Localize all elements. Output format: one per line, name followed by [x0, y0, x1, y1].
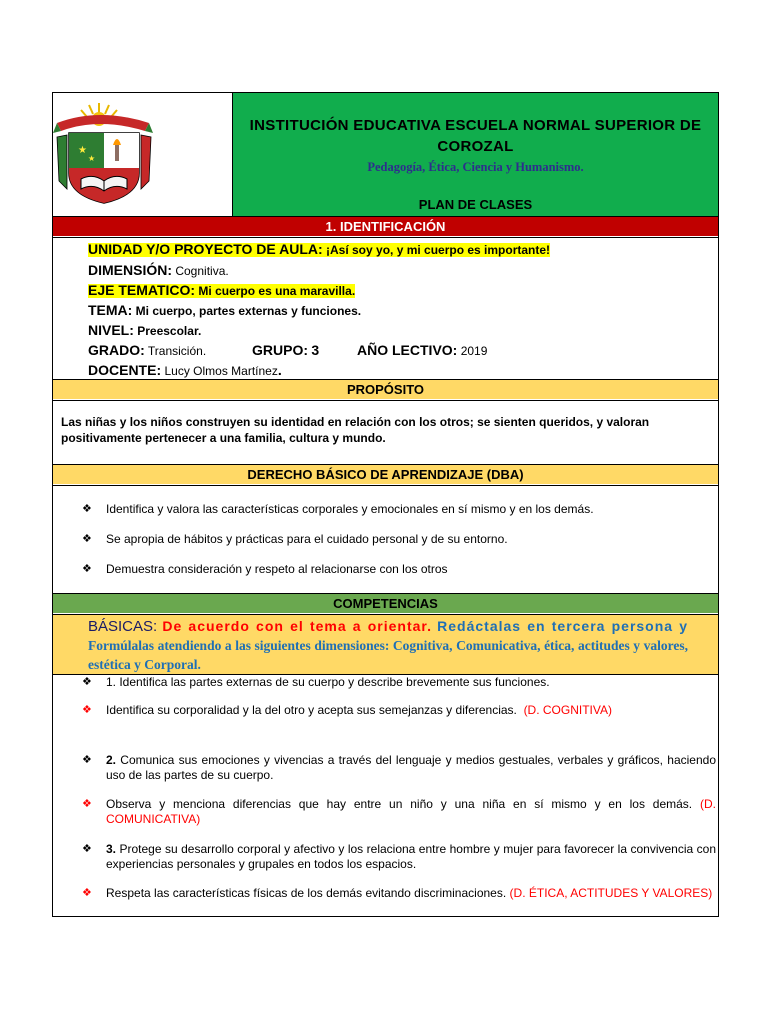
dimension-line	[88, 262, 229, 278]
proposito-section	[53, 400, 718, 464]
eje-label: EJE TEMATICO:	[88, 282, 196, 298]
lesson-plan-document	[52, 92, 719, 917]
ano-line	[357, 342, 487, 358]
dba-band: DERECHO BÁSICO DE APRENDIZAJE (DBA)	[53, 464, 718, 484]
docente-value: Lucy Olmos Martínez	[164, 364, 278, 378]
tema-value: Mi cuerpo, partes externas y funciones.	[135, 304, 362, 318]
competencias-instructions	[53, 614, 718, 674]
grado-value: Transición.	[147, 344, 207, 358]
instruction-blue: Redáctalas en tercera persona y	[437, 618, 689, 634]
grupo-line	[252, 342, 319, 358]
tema-line	[88, 302, 361, 318]
unidad-label: UNIDAD Y/O PROYECTO DE AULA:	[88, 241, 323, 257]
grupo-value: 3	[311, 342, 320, 358]
eje-line	[88, 282, 355, 298]
school-crest-icon	[53, 93, 233, 216]
identification-section	[53, 237, 718, 379]
nivel-label: NIVEL:	[88, 322, 134, 338]
ano-label: AÑO LECTIVO:	[357, 342, 458, 358]
ano-value: 2019	[460, 344, 488, 358]
competencias-band: COMPETENCIAS	[53, 593, 718, 613]
grado-label: GRADO:	[88, 342, 145, 358]
grupo-label: GRUPO:	[252, 342, 308, 358]
docente-line: DOCENTE: Lucy Olmos Martínez.	[88, 362, 282, 378]
nivel-value: Preescolar.	[137, 324, 202, 338]
grado-line	[88, 342, 206, 358]
proposito-band: PROPÓSITO	[53, 379, 718, 399]
header-title-block	[233, 93, 718, 216]
proposito-text: Las niñas y los niños construyen su identidad en relación con los otros; se sienten queridos, y valoran positivamente pertenecer a una familia, cultura y mundo.	[61, 415, 650, 445]
document-header	[53, 93, 718, 216]
dimension-label: DIMENSIÓN:	[88, 262, 172, 278]
instruction-red: De acuerdo con el tema a orientar.	[162, 618, 432, 634]
institution-name: INSTITUCIÓN EDUCATIVA ESCUELA NORMAL SUPERIOR DE COROZAL	[249, 117, 702, 155]
dimension-value: Cognitiva.	[175, 264, 229, 278]
eje-value: Mi cuerpo es una maravilla.	[198, 284, 356, 298]
tema-label: TEMA:	[88, 302, 133, 318]
docente-label: DOCENTE:	[88, 362, 162, 378]
unidad-line	[88, 241, 550, 257]
svg-text:★: ★	[88, 154, 96, 163]
instruction-serif: Formúlalas atendiendo a las siguientes dimensiones: Cognitiva, Comunicativa, ética, actitudes y valores, estética y Corporal.	[88, 638, 688, 672]
competencias-list: ❖ 1. Identifica las partes externas de su cuerpo y describe brevemente sus funciones. ❖ Identifica su corporalidad y la del otro y acepta sus semejanzas y diferencias. (D. COGNITIVA) ❖ 2. Comunica sus emociones y vivencias a través del lenguaje y medios gestuales, verbales y gráficos, haciendo uso de las partes de su cuerpo. ❖ Observa y menciona diferencias que hay entre un niño y una niña en sí mismo y en los demás. (D. COMUNICATIVA) ❖ 3. Protege su desarrollo corporal y afectivo y los relaciona entre hombre y mujer para favorecer la convivencia con experiencias personales y grupales en todos los espacios. ❖ Respeta las características físicas de los demás evitando discriminaciones. (D. ÉTICA, ACTITUDES Y VALORES)	[53, 674, 718, 916]
unidad-value: ¡Así soy yo, y mi cuerpo es importante!	[326, 243, 551, 257]
nivel-line	[88, 322, 201, 338]
svg-text:★: ★	[78, 145, 87, 156]
identification-band: 1. IDENTIFICACIÓN	[53, 216, 718, 236]
document-title: PLAN DE CLASES	[418, 197, 533, 212]
basicas-label: BÁSICAS:	[88, 618, 158, 635]
institution-motto: Pedagogía, Ética, Ciencia y Humanismo.	[367, 160, 584, 174]
school-logo	[53, 93, 233, 216]
dba-section: ❖ Identifica y valora las características corporales y emocionales en sí mismo y en los demás. ❖ Se apropia de hábitos y prácticas para el cuidado personal y de su entorno. ❖ Demuestra consideración y respeto al relacionarse con los otros	[53, 485, 718, 593]
